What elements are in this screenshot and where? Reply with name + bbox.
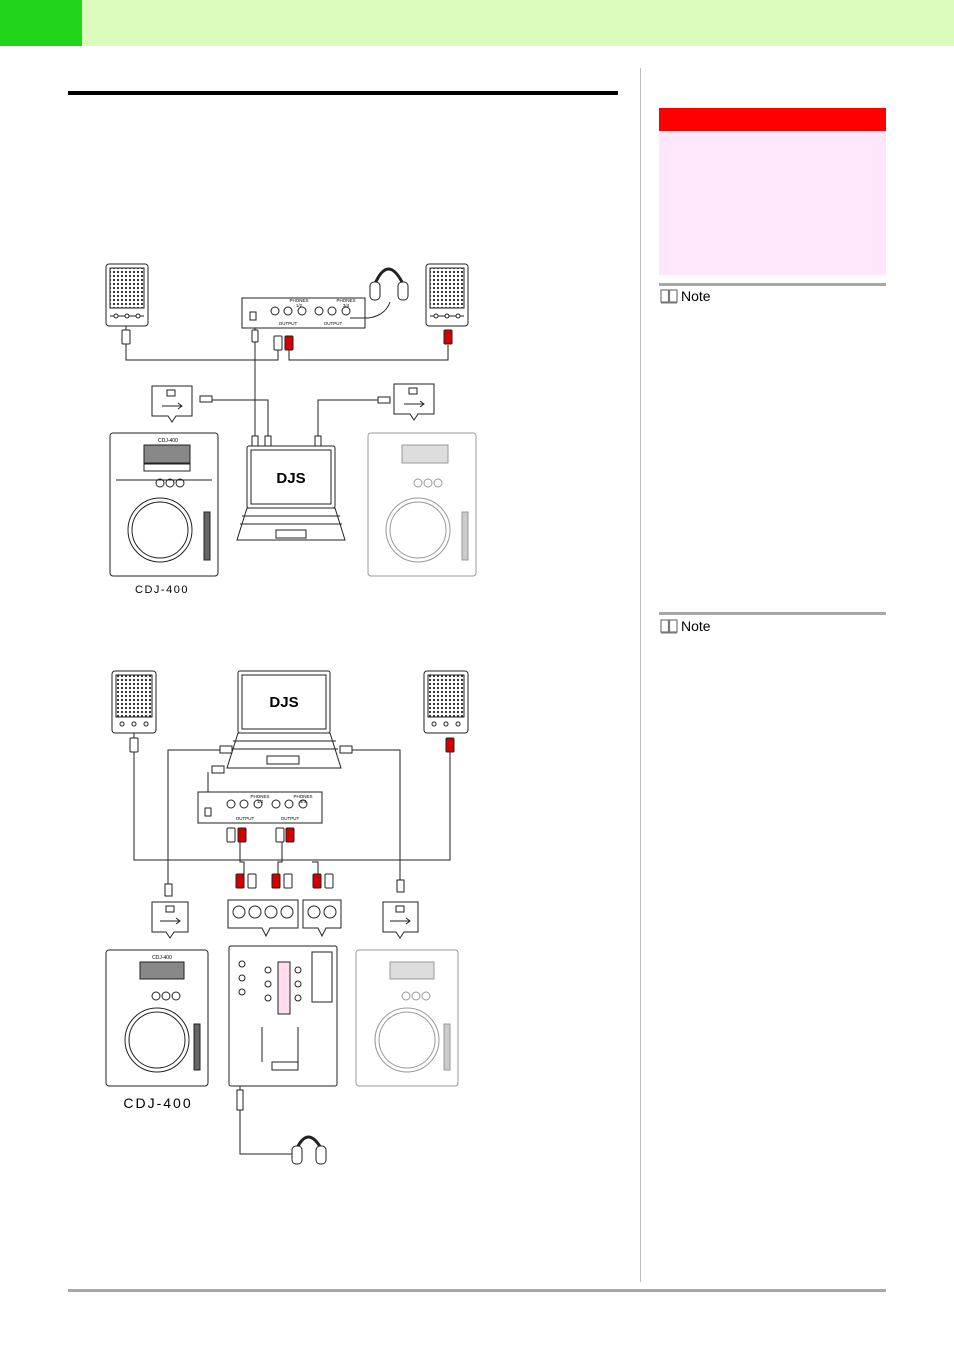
if-phones12-label: PHONES	[250, 794, 270, 799]
caution-body	[659, 131, 886, 275]
laptop	[227, 671, 341, 768]
laptop-screen-text: DJS	[276, 470, 306, 487]
if-phones34-label: PHONES	[336, 298, 356, 303]
mixer-input-panel-right	[303, 900, 341, 936]
speaker-left	[112, 671, 156, 733]
cdj-caption: CDJ-400	[135, 584, 189, 596]
note-rule	[659, 283, 886, 286]
speaker-right	[424, 671, 468, 733]
usb-callout-right	[383, 902, 418, 938]
if-phones12-label: PHONES	[289, 298, 309, 303]
cdj-player-left	[110, 433, 218, 576]
if-phones12-sub: 1/2	[295, 303, 303, 308]
footer-rule	[68, 1289, 886, 1292]
if-output-label: OUTPUT	[280, 816, 300, 821]
header-bar	[0, 0, 954, 46]
note-label: Note	[681, 618, 711, 634]
headphones	[368, 269, 408, 318]
note-label: Note	[681, 288, 711, 304]
chapter-tab	[0, 0, 82, 46]
if-phones12-sub: 1/2	[256, 799, 264, 804]
headphones	[292, 1137, 326, 1164]
cdj-player-left	[106, 950, 208, 1086]
book-icon	[660, 619, 678, 634]
usb-callout-left	[152, 386, 192, 422]
laptop-screen-text: DJS	[269, 694, 299, 711]
mixer-input-panel-left	[228, 900, 298, 936]
cdj-player-right	[356, 950, 458, 1086]
if-phones34-sub: 3/4	[299, 799, 307, 804]
if-output-label: OUTPUT	[323, 321, 343, 326]
speaker-right	[426, 264, 468, 326]
if-output-label: OUTPUT	[278, 321, 298, 326]
cdj-model-label: CDJ-400	[158, 438, 178, 444]
if-output-label: OUTPUT	[235, 816, 255, 821]
connection-diagram-2	[100, 662, 490, 1170]
note-heading	[660, 287, 711, 305]
book-icon	[660, 289, 678, 304]
usb-callout-right	[394, 384, 434, 420]
usb-callout-left	[152, 902, 188, 938]
note-heading	[660, 617, 711, 635]
caution-header	[659, 108, 886, 131]
cdj-caption: CDJ-400	[123, 1095, 193, 1111]
mixer	[229, 946, 337, 1086]
column-divider	[640, 68, 641, 1282]
laptop	[237, 446, 345, 540]
speaker-left	[106, 264, 148, 326]
cdj-player-right	[368, 433, 476, 576]
if-phones34-sub: 3/4	[342, 303, 350, 308]
note-rule	[659, 612, 886, 615]
cdj-model-label: CDJ-400	[152, 955, 172, 961]
connection-diagram-1	[100, 250, 490, 600]
section-title-rule	[68, 91, 618, 95]
if-phones34-label: PHONES	[293, 794, 313, 799]
